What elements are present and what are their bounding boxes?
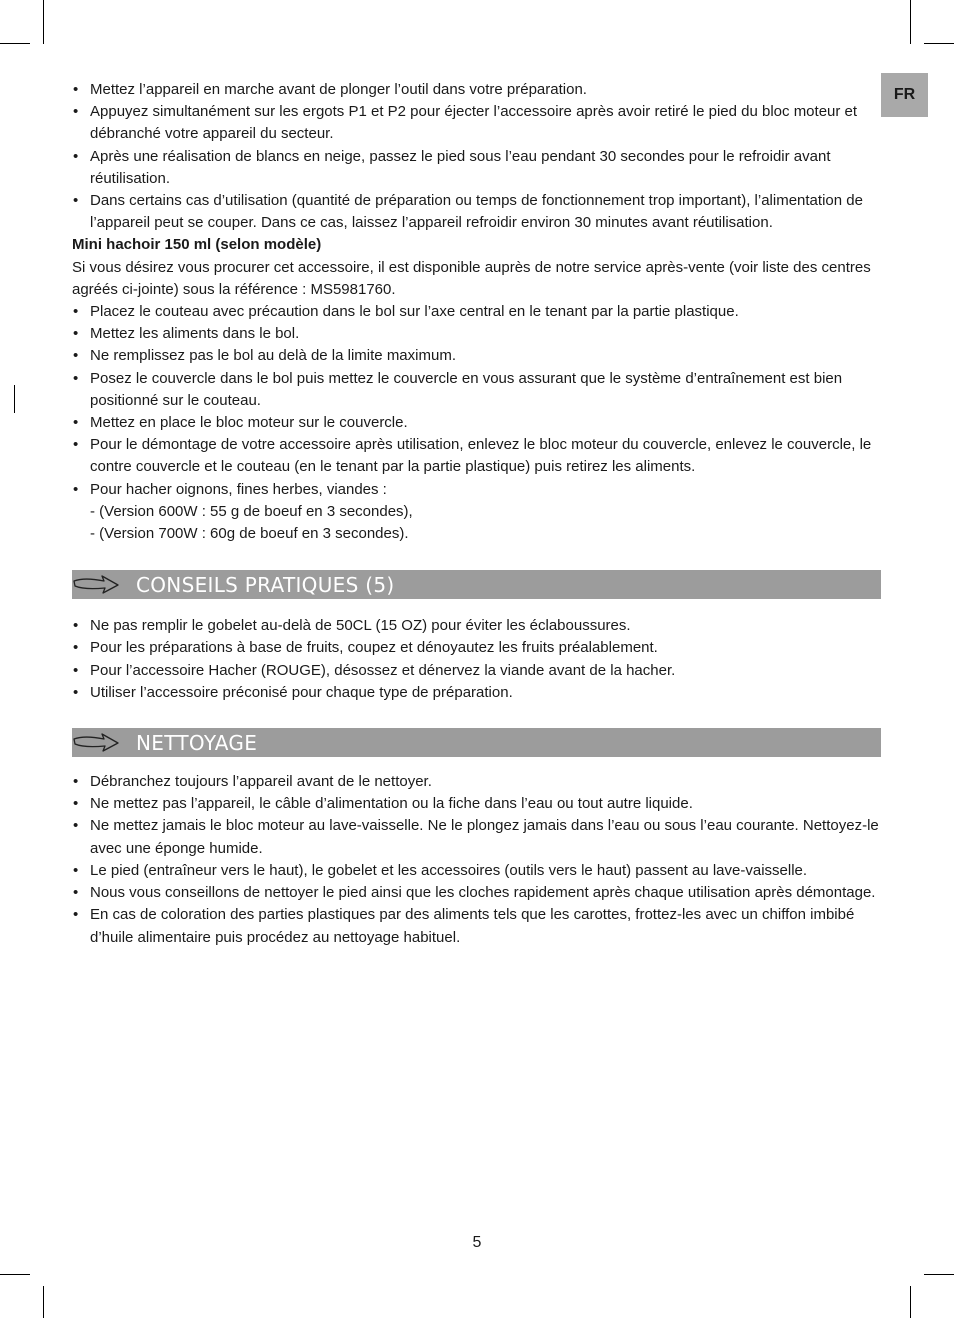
list-item: • En cas de coloration des parties plastiques par des aliments tels que les carottes, frottez-les avec un chiffon imbibé d’huile alimentaire puis procédez au nettoyage habituel. <box>72 904 882 948</box>
section-header-nettoyage <box>72 728 881 757</box>
list-item: • Appuyez simultanément sur les ergots P1 et P2 pour éjecter l’accessoire après avoir retiré le pied du bloc moteur et débranché votre appareil du secteur. <box>72 101 882 145</box>
intro-list <box>72 79 882 234</box>
language-tab: FR <box>881 73 928 117</box>
list-item: • Ne mettez jamais le bloc moteur au lave-vaisselle. Ne le plongez jamais dans l’eau ou sous l’eau courante. Nettoyez-le avec une éponge humide. <box>72 815 882 859</box>
list-item: • Dans certains cas d’utilisation (quantité de préparation ou temps de fonctionnement trop important), l’alimentation de l’appareil peut se couper. Dans ce cas, laissez l’appareil refroidir environ 30 minutes avant réutilisation. <box>72 190 882 234</box>
sub-line: - (Version 700W : 60g de boeuf en 3 secondes). <box>90 525 409 543</box>
sub-line: - (Version 600W : 55 g de boeuf en 3 secondes), <box>90 502 413 520</box>
list-item: • Pour l’accessoire Hacher (ROUGE), désossez et dénervez la viande avant de la hacher. <box>72 660 882 682</box>
list-item: • Le pied (entraîneur vers le haut), le gobelet et les accessoires (outils vers le haut) passent au lave-vaisselle. <box>72 860 882 882</box>
crop-mark <box>924 1274 954 1275</box>
list-item: • Pour les préparations à base de fruits, coupez et dénoyautez les fruits préalablement. <box>72 637 882 659</box>
list-item: • Placez le couteau avec précaution dans le bol sur l’axe central en le tenant par la partie plastique. <box>72 301 882 323</box>
list-item: • Posez le couvercle dans le bol puis mettez le couvercle en vous assurant que le système d’entraînement est bien positionné sur le couteau. <box>72 368 882 412</box>
section-header-conseils <box>72 570 881 599</box>
page-number: 5 <box>472 1234 482 1251</box>
section-title: CONSEILS PRATIQUES (5) <box>136 573 395 598</box>
list-item: • Mettez en place le bloc moteur sur le couvercle. <box>72 412 882 434</box>
nettoyage-list <box>72 771 882 949</box>
arrow-icon <box>72 730 122 756</box>
crop-mark <box>910 1286 911 1318</box>
conseils-list <box>72 615 882 704</box>
mini-hachoir-list <box>72 301 882 501</box>
mini-hachoir-intro: Si vous désirez vous procurer cet accessoire, il est disponible auprès de notre service après-vente (voir liste des centres agréés ci-jointe) sous la référence : MS5981760. <box>72 258 871 298</box>
list-item: • Mettez les aliments dans le bol. <box>72 323 882 345</box>
crop-mark <box>43 1286 44 1318</box>
crop-mark <box>924 43 954 44</box>
list-item: • Pour hacher oignons, fines herbes, viandes : <box>72 479 882 501</box>
crop-mark <box>43 0 44 44</box>
list-item: • Ne mettez pas l’appareil, le câble d’alimentation ou la fiche dans l’eau ou tout autre liquide. <box>72 793 882 815</box>
crop-mark <box>0 1274 30 1275</box>
crop-mark <box>910 0 911 44</box>
list-item: • Mettez l’appareil en marche avant de plonger l’outil dans votre préparation. <box>72 79 882 101</box>
section-title: NETTOYAGE <box>136 731 258 756</box>
list-item: • Utiliser l’accessoire préconisé pour chaque type de préparation. <box>72 682 882 704</box>
list-item: • Après une réalisation de blancs en neige, passez le pied sous l’eau pendant 30 secondes pour le refroidir avant réutilisation. <box>72 146 882 190</box>
list-item: • Nous vous conseillons de nettoyer le pied ainsi que les cloches rapidement après chaque utilisation après démontage. <box>72 882 882 904</box>
arrow-icon <box>72 572 122 598</box>
page-content <box>72 79 882 949</box>
list-item: • Ne pas remplir le gobelet au-delà de 50CL (15 OZ) pour éviter les éclaboussures. <box>72 615 882 637</box>
crop-mark <box>0 43 30 44</box>
list-item: • Ne remplissez pas le bol au delà de la limite maximum. <box>72 345 882 367</box>
margin-mark <box>14 385 15 413</box>
mini-hachoir-heading: Mini hachoir 150 ml (selon modèle) <box>72 236 322 254</box>
list-item: • Pour le démontage de votre accessoire après utilisation, enlevez le bloc moteur du couvercle, enlevez le couvercle, le contre couvercle et le couteau (en le tenant par la partie plastique) puis retirez les aliments. <box>72 434 882 478</box>
list-item: • Débranchez toujours l’appareil avant de le nettoyer. <box>72 771 882 793</box>
